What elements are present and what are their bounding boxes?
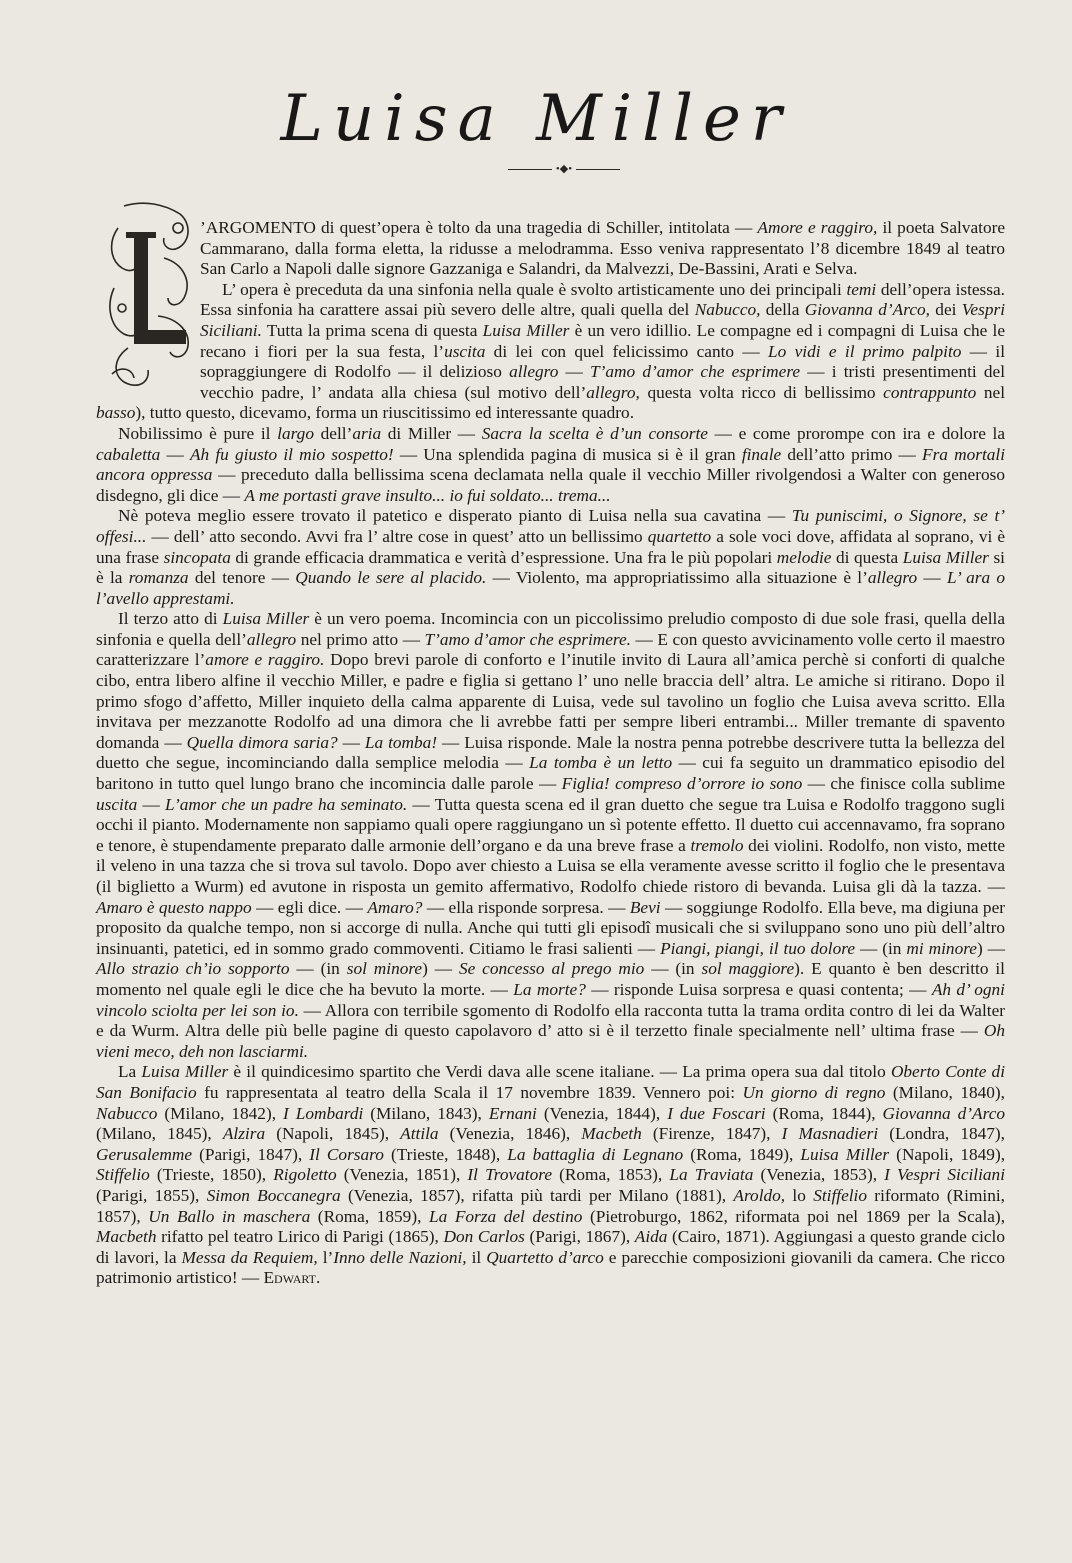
text-run: (Venezia, 1846), xyxy=(438,1124,582,1144)
italic-text: Alzira xyxy=(222,1124,266,1144)
text-run: lo xyxy=(785,1185,814,1205)
italic-text: Giovanna d’Arco, xyxy=(804,300,930,320)
italic-text: Oberto Conte di San Bonifacio xyxy=(96,1062,1005,1102)
text-run: — Tutta questa scena ed il gran duetto che segue tra Luisa e Rodolfo traggono sugli occhi il pianto. Modernamente non sappiamo quali opere raggiungano un sì potente effetto. Il duetto cui accennavamo, fra soprano e tenore, è stupendamente preparato dalle armonie dell’organo e da una breve frase a xyxy=(96,794,1005,855)
text-run: (Venezia, 1844), xyxy=(536,1103,668,1123)
italic-text: basso xyxy=(96,403,136,423)
italic-text: finale xyxy=(741,444,782,464)
text-run: ’ARGOMENTO xyxy=(200,218,316,237)
text-run: (Milano, 1843), xyxy=(363,1103,489,1123)
italic-text: cabaletta xyxy=(96,444,161,464)
text-run: (Trieste, 1850), xyxy=(149,1165,274,1185)
text-run: questa volta ricco di bellissimo xyxy=(639,382,884,402)
italic-text: Messa da Requiem, xyxy=(181,1247,318,1267)
paragraph xyxy=(96,218,1005,280)
text-run: — Luisa risponde. Male la nostra penna potrebbe descrivere tutta la bellezza del duetto che segue, incominciando dalla semplice melodia — xyxy=(96,732,1006,773)
paragraph xyxy=(96,424,1005,506)
italic-text: romanza xyxy=(128,568,189,588)
italic-text: Nabucco xyxy=(96,1103,158,1123)
text-run: (Cairo, 1871). Aggiungasi a questo grande ciclo di lavori, la xyxy=(96,1227,1005,1267)
text-run: — soggiunge Rodolfo. Ella beve, ma digiuna per proposito da qualche tempo, non si accorge di nulla. Anche qui tutti gli episodî musicali che si sviluppano sono uno più dell’altro insinuanti, patetici, ed in sommo grado commoventi. Citiamo le frasi salienti — xyxy=(96,897,1006,958)
text-run: — xyxy=(160,444,190,464)
text-run: — Allora con terribile sgomento di Rodolfo ella racconta tutta la trama ordita contro di lei da Walter e da Wurm. Altra delle più belle pagine di questo capolavoro d’ atto si è il terzetto finale specialmente nell’ ultima frase — xyxy=(96,1000,1005,1041)
text-run: del tenore — xyxy=(188,568,296,588)
text-run: — il sopraggiungere di Rodolfo — il delizioso xyxy=(200,341,1006,382)
italic-text: Oh vieni meco, deh non lasciarmi. xyxy=(96,1021,1005,1061)
italic-text: Amore e raggiro, xyxy=(757,218,878,237)
text-run: (Parigi, 1847), xyxy=(191,1144,310,1164)
text-run: di Miller — xyxy=(381,423,482,443)
text-run: (Roma, 1853), xyxy=(552,1165,670,1185)
italic-text: Vespri Siciliani. xyxy=(200,300,1005,340)
italic-text: Rigoletto xyxy=(273,1165,337,1185)
text-run: (Venezia, 1857), rifatta più tardi per Milano (1881), xyxy=(340,1185,734,1205)
page-title: Luisa Miller xyxy=(280,82,792,156)
text-run: (Venezia, 1853), xyxy=(753,1165,885,1185)
paragraph xyxy=(96,280,1005,424)
italic-text: Allo strazio ch’io sopporto xyxy=(96,959,290,979)
text-run: (Milano, 1845), xyxy=(96,1124,223,1144)
text-run: Nè poteva meglio essere trovato il patetico e disperato pianto di Luisa nella sua cavatina — xyxy=(118,506,792,526)
text-run: (Venezia, 1851), xyxy=(336,1165,468,1185)
paragraph xyxy=(96,506,1005,609)
italic-text: Lo vidi e il primo palpito xyxy=(768,341,962,361)
text-run: Dopo brevi parole di conforto e l’inutile invito di Laura all’amica perchè si conforti di qualche cibo, entra libero alfine il vecchio Miller, e padre e figlia si gettano l’ uno nelle braccia dell’ altra. Le amiche si ritirano. Dopo il primo sfogo d’affetto, Miller inquieto della calma apparente di Luisa, vede sul tavolino un foglio che Luisa aveva scritto. Ella invitava per mezzanotte Rodolfo ad una dimora che li avrebbe fatti per sempre liberi entrambi... Miller tremante di spavento domanda — xyxy=(96,650,1005,752)
text-run: (Napoli, 1849), xyxy=(889,1144,1006,1164)
text-run: (Trieste, 1848), xyxy=(383,1144,508,1164)
text-run: nel xyxy=(976,382,1006,402)
italic-text: La battaglia di Legnano xyxy=(507,1144,684,1164)
text-run: (Londra, 1847), xyxy=(878,1124,1005,1144)
text-run: dell’opera istessa. Essa sinfonia ha carattere assai più severo delle altre, quali quella del xyxy=(200,279,1006,320)
text-run: — e come prorompe con ira e dolore la xyxy=(707,423,1006,443)
italic-text: L’ ara o l’avello apprestami. xyxy=(96,568,1006,608)
italic-text: uscita xyxy=(444,341,486,361)
text-run: Edwart. xyxy=(263,1268,321,1288)
italic-text: Un Ballo in maschera xyxy=(148,1206,311,1226)
italic-text: temi xyxy=(846,279,877,299)
text-run: a sole voci dove, affidata al soprano, vi è una frase xyxy=(96,526,1006,567)
italic-text: contrappunto xyxy=(883,382,977,402)
italic-text: amore e raggiro. xyxy=(205,650,325,670)
text-run: — Una splendida pagina di musica si è il gran xyxy=(393,444,742,464)
italic-text: T’amo d’amor che esprimere xyxy=(590,362,801,382)
text-run: e parecchie composizioni giovanili da camera. Che ricco patrimonio artistico! — xyxy=(96,1247,1006,1288)
text-run: di lei con quel felicissimo canto — xyxy=(485,341,769,361)
text-run: — (in xyxy=(644,959,702,979)
italic-text: sol minore xyxy=(346,959,423,979)
text-run: — egli dice. — xyxy=(251,897,368,917)
italic-text: Nabucco, xyxy=(694,300,761,320)
text-run: (Roma, 1859), xyxy=(310,1206,429,1226)
article-body xyxy=(96,218,1005,1289)
text-run: — i tristi presentimenti del vecchio padre, l’ andata alla chiesa (sul motivo dell’ xyxy=(200,362,1005,402)
text-run: — xyxy=(917,568,947,588)
text-run: (Pietroburgo, 1862, riformata poi nel 1869 per la Scala), xyxy=(582,1206,1006,1226)
text-run: nel primo atto — xyxy=(296,629,425,649)
text-run: (Parigi, 1855), xyxy=(96,1185,207,1205)
text-run: — xyxy=(137,794,165,814)
italic-text: La morte? xyxy=(513,979,586,999)
italic-text: Stiffelio xyxy=(96,1165,150,1185)
text-run: — (in xyxy=(289,959,347,979)
italic-text: Ah fu giusto il mio sospetto! xyxy=(189,444,394,464)
italic-text: tremolo xyxy=(690,835,744,855)
text-run: — che finisce colla sublime xyxy=(802,774,1005,794)
italic-text: Luisa Miller xyxy=(902,547,989,567)
text-run: si è la xyxy=(96,547,1005,588)
text-run: — risponde Luisa sorpresa e quasi contenta; — xyxy=(585,979,932,999)
text-run: — preceduto dalla bellissima scena declamata nella quale il vecchio Miller rivolgendosi a Walter con generoso disdegno, gli dice — xyxy=(96,465,1005,505)
text-run: La xyxy=(118,1062,142,1082)
italic-text: Gerusalemme xyxy=(96,1144,192,1164)
text-run: — ella risponde sorpresa. — xyxy=(422,897,630,917)
text-run: dei xyxy=(929,300,962,320)
text-run: dell’atto primo — xyxy=(781,444,923,464)
text-run: di grande efficacia drammatica e verità d’espressione. Una fra le più popolari xyxy=(230,547,777,567)
italic-text: T’amo d’amor che esprimere. xyxy=(424,629,631,649)
text-run: è un vero poema. Incomincia con un piccolissimo preludio composto di due sole frasi, quella della sinfonia e quella dell’ xyxy=(96,609,1006,649)
italic-text: Macbeth xyxy=(581,1124,642,1144)
italic-text: Aroldo, xyxy=(733,1185,786,1205)
italic-text: melodie xyxy=(776,547,832,567)
italic-text: largo xyxy=(277,423,314,443)
italic-text: uscita xyxy=(96,794,138,814)
italic-text: Piangi, piangi, il tuo dolore xyxy=(660,938,855,958)
italic-text: Quando le sere al placido. xyxy=(295,568,487,588)
italic-text: Luisa Miller xyxy=(222,609,310,629)
italic-text: La Traviata xyxy=(669,1165,754,1185)
italic-text: Giovanna d’Arco xyxy=(882,1103,1006,1123)
italic-text: Inno delle Nazioni, xyxy=(333,1247,467,1267)
italic-text: I Masnadieri xyxy=(781,1124,879,1144)
italic-text: Luisa Miller xyxy=(800,1144,890,1164)
italic-text: Simon Boccanegra xyxy=(206,1185,341,1205)
paragraph xyxy=(96,1062,1005,1289)
text-run: — cui fa seguito un drammatico episodio del baritono in tutto quel lungo brano che incomincia dalle parole — xyxy=(96,753,1005,794)
dropcap-space xyxy=(96,214,200,384)
italic-text: I Lombardi xyxy=(283,1103,364,1123)
text-run: (Firenze, 1847), xyxy=(641,1124,782,1144)
paragraph xyxy=(96,609,1005,1062)
text-run: — xyxy=(558,362,591,382)
italic-text: Fra mortali ancora oppressa xyxy=(96,444,1006,485)
text-run: ) — xyxy=(976,938,1005,958)
text-run: Tutta la prima scena di questa xyxy=(261,320,483,340)
text-run: — E con questo avvicinamento volle certo il maestro caratterizzare l’ xyxy=(96,629,1005,670)
text-run: Il terzo atto di xyxy=(118,609,223,629)
italic-text: I due Foscari xyxy=(667,1103,766,1123)
text-run: ). E quanto è ben descritto il momento nel quale egli le dice che ha bevuto la morte. — xyxy=(96,959,1005,999)
italic-text: Il Trovatore xyxy=(467,1165,552,1185)
text-run: L’ opera è preceduta da una sinfonia nella quale è svolto artisticamente uno dei principali xyxy=(222,279,847,299)
italic-text: Macbeth xyxy=(96,1227,157,1247)
text-run: fu rappresentata al teatro della Scala il 17 novembre 1839. Vennero poi: xyxy=(196,1082,743,1102)
italic-text: Se concesso al prego mio xyxy=(458,959,645,979)
italic-text: Tu puniscimi, o Signore, se t’ offesi... xyxy=(96,506,1006,546)
text-run: della xyxy=(760,300,805,320)
rule-ornament: •◆• xyxy=(552,163,576,175)
italic-text: allegro xyxy=(867,568,918,588)
text-run: (Roma, 1849), xyxy=(683,1144,801,1164)
italic-text: Quella dimora saria? xyxy=(186,732,338,752)
text-run: il xyxy=(466,1247,487,1267)
italic-text: I Vespri Siciliani xyxy=(884,1165,1005,1185)
italic-text: Luisa Miller xyxy=(482,320,570,340)
italic-text: quartetto xyxy=(647,526,712,546)
italic-text: sincopata xyxy=(163,547,231,567)
italic-text: Sacra la scelta è d’un consorte xyxy=(481,423,708,443)
text-run: Nobilissimo è pure il xyxy=(118,423,278,443)
text-run: l’ xyxy=(317,1247,334,1267)
italic-text: Il Corsaro xyxy=(309,1144,384,1164)
text-run: (Milano, 1840), xyxy=(885,1082,1005,1102)
text-run: (Napoli, 1845), xyxy=(265,1124,401,1144)
text-run: ) — xyxy=(422,959,459,979)
text-run: dei violini. Rodolfo, non visto, mette il veleno in una tazza che si trova sul tavolo. Dopo aver chiesto a Luisa se ella veramente avesse scritto il foglio che le presentava (il biglietto a Wurm) ed avutone in risposta un gemito affermativo, Rodolfo chiede ristoro di bevanda. Luisa gli dà la tazza. — xyxy=(96,835,1006,896)
italic-text: allegro xyxy=(246,629,297,649)
italic-text: allegro xyxy=(509,362,559,382)
text-run: dell’ xyxy=(313,423,353,443)
text-run: il poeta Salvatore Cammarano, dalla forma eletta, la ridusse a melodramma. Esso veniva rappresentato l’8 dicembre 1849 al teatro San Carlo a Napoli dalle signore Gazzaniga e Salandri, da Malvezzi, De-Bassini, Arati e Selva. xyxy=(200,218,1006,279)
italic-text: sol maggiore xyxy=(701,959,795,979)
italic-text: Ah d’ ogni vincolo sciolta per lei son io. xyxy=(96,979,1005,1020)
italic-text: Luisa Miller xyxy=(141,1062,229,1082)
text-run: ), tutto questo, dicevamo, forma un riuscitissimo ed interessante quadro. xyxy=(135,403,635,423)
italic-text: Bevi xyxy=(629,897,661,917)
text-run: di questa xyxy=(831,547,903,567)
text-run: (Roma, 1844), xyxy=(765,1103,883,1123)
text-run: è un vero idillio. Le compagne ed i compagni di Luisa che le recano i fiori per la sua festa, l’ xyxy=(200,320,1005,361)
italic-text: Attila xyxy=(400,1124,439,1144)
italic-text: La tomba! xyxy=(364,732,438,752)
italic-text: L’amor che un padre ha seminato. xyxy=(164,794,408,814)
text-run: (Milano, 1842), xyxy=(157,1103,283,1123)
text-run: — Violento, ma appropriatissimo alla situazione è l’ xyxy=(486,568,868,588)
italic-text: La tomba è un letto xyxy=(529,753,673,773)
text-run: è il quindicesimo spartito che Verdi dava alle scene italiane. — La prima opera sua dal titolo xyxy=(228,1062,891,1082)
text-run: di quest’opera è tolto da una tragedia di Schiller, intitolata — xyxy=(315,218,758,237)
italic-text: mi minore xyxy=(906,938,977,958)
italic-text: La Forza del destino xyxy=(429,1206,583,1226)
italic-text: Ernani xyxy=(488,1103,537,1123)
italic-text: Figlia! compreso d’orrore io sono xyxy=(561,774,803,794)
text-run: rifatto pel teatro Lirico di Parigi (1865), xyxy=(156,1227,444,1247)
text-run: — (in xyxy=(855,938,907,958)
italic-text: Amaro? xyxy=(367,897,423,917)
text-run: — xyxy=(337,732,365,752)
italic-text: Aida xyxy=(634,1227,668,1247)
text-run: — dell’ atto secondo. Avvi fra l’ altre cose in quest’ atto un bellissimo xyxy=(146,526,648,546)
italic-text: allegro, xyxy=(586,382,640,402)
italic-text: A me portasti grave insulto... io fui soldato... trema... xyxy=(244,485,611,505)
italic-text: Un giorno di regno xyxy=(742,1082,886,1102)
italic-text: Stiffelio xyxy=(813,1185,867,1205)
italic-text: Don Carlos xyxy=(443,1227,525,1247)
italic-text: Quartetto d’arco xyxy=(486,1247,604,1267)
italic-text: Amaro è questo nappo xyxy=(96,897,252,917)
italic-text: aria xyxy=(352,423,382,443)
text-run: (Parigi, 1867), xyxy=(524,1227,635,1247)
text-run: riformato (Rimini, 1857), xyxy=(96,1185,1005,1226)
